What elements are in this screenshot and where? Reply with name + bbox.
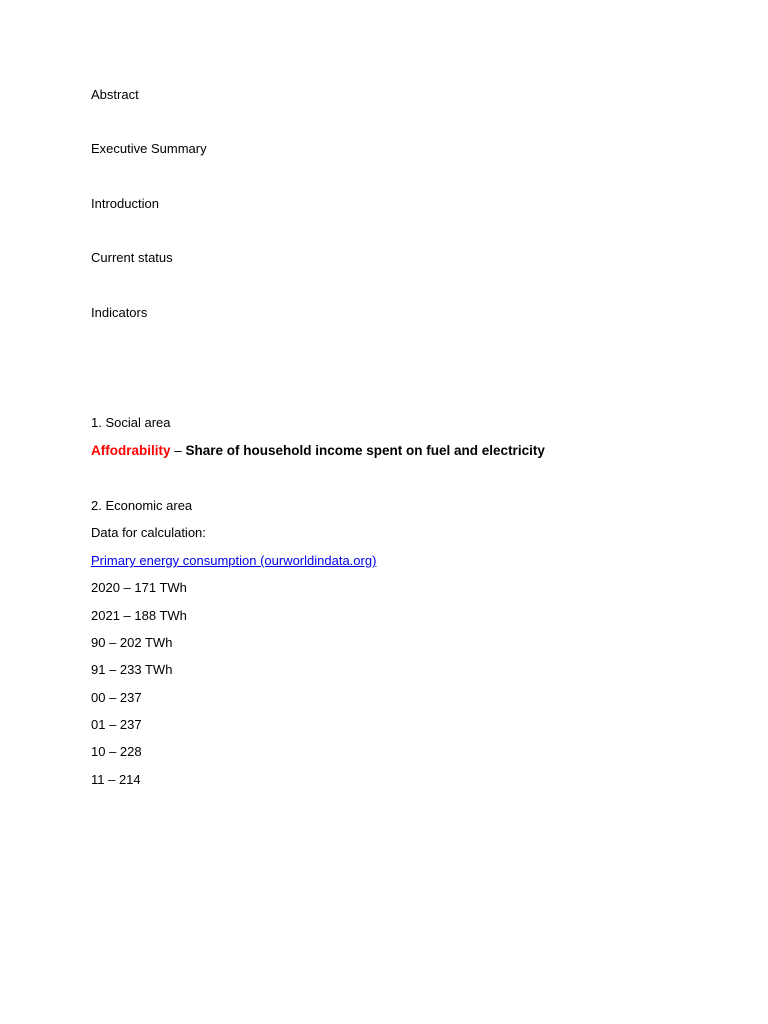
primary-energy-consumption-link[interactable]: Primary energy consumption (ourworldindata.org)	[91, 553, 377, 568]
toc-abstract: Abstract	[91, 87, 139, 102]
indicator-separator: –	[170, 443, 186, 458]
value-row: 2021 – 188 TWh	[91, 608, 187, 623]
value-row: 2020 – 171 TWh	[91, 580, 187, 595]
indicator-description: Share of household income spent on fuel and electricity	[185, 443, 545, 458]
toc-indicators: Indicators	[91, 305, 148, 320]
affordability-indicator	[91, 443, 545, 459]
value-row: 90 – 202 TWh	[91, 635, 173, 650]
primary-energy-link-line	[91, 553, 376, 569]
toc-introduction: Introduction	[91, 196, 159, 211]
value-row: 01 – 237	[91, 717, 142, 732]
indicator-term: Affodrability	[91, 443, 171, 458]
value-row: 00 – 237	[91, 690, 142, 705]
toc-current-status: Current status	[91, 250, 173, 265]
toc-executive-summary: Executive Summary	[91, 141, 207, 156]
social-area-heading: 1. Social area	[91, 415, 171, 430]
value-row: 10 – 228	[91, 744, 142, 759]
value-row: 91 – 233 TWh	[91, 662, 173, 677]
value-row: 11 – 214	[91, 772, 141, 787]
data-for-calculation-label: Data for calculation:	[91, 525, 206, 540]
economic-area-heading: 2. Economic area	[91, 498, 193, 513]
